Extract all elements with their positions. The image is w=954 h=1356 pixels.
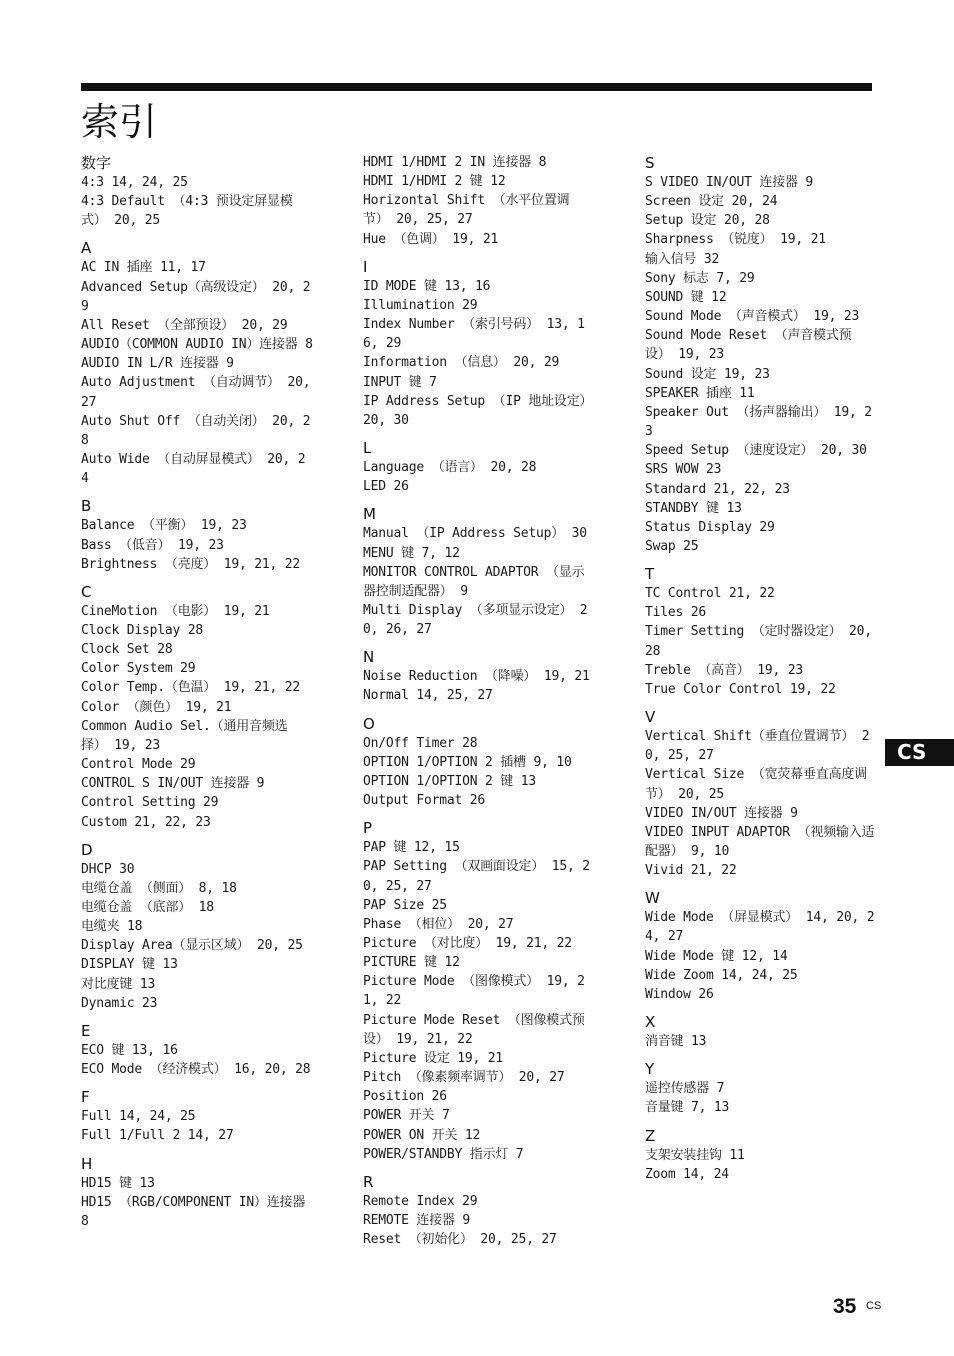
index-section xyxy=(81,1087,313,1145)
index-entry: Picture 设定 19, 21 xyxy=(363,1050,503,1066)
index-entry: MENU 键 7, 12 xyxy=(363,545,460,561)
index-entry: Vertical Size （宽荧幕垂直高度调节） 20, 25 xyxy=(645,767,867,802)
index-section xyxy=(81,153,313,230)
index-section xyxy=(645,1126,877,1184)
index-entry: PICTURE 键 12 xyxy=(363,955,460,971)
index-entry: 对比度键 13 xyxy=(81,976,156,992)
index-entry: Output Format 26 xyxy=(363,793,486,809)
section-heading: M xyxy=(363,505,376,524)
index-section xyxy=(81,1154,313,1231)
index-entry: IP Address Setup （IP 地址设定） 20, 30 xyxy=(363,393,593,428)
section-heading: I xyxy=(363,257,368,276)
index-entry: Speaker Out （扬声器输出） 19, 23 xyxy=(645,404,872,440)
index-entry: Manual （IP Address Setup） 30 xyxy=(363,526,587,542)
index-entry: Remote Index 29 xyxy=(363,1193,478,1209)
index-entry: Dynamic 23 xyxy=(81,995,158,1011)
index-entry: Sound Mode Reset （声音模式预设） 19, 23 xyxy=(645,328,852,363)
index-entry: Control Setting 29 xyxy=(81,795,219,811)
index-entry: Common Audio Sel.（通用音频选择） 19, 23 xyxy=(81,718,288,753)
index-entry: Auto Shut Off （自动关闭） 20, 28 xyxy=(81,413,311,448)
section-heading: E xyxy=(81,1021,91,1040)
index-entry: 消音键 13 xyxy=(645,1034,707,1050)
index-entry: Clock Set 28 xyxy=(81,642,173,658)
index-entry: Reset （初始化） 20, 25, 27 xyxy=(363,1232,557,1248)
index-entry: Bass （低音） 19, 23 xyxy=(81,537,224,553)
index-entry: Sony 标志 7, 29 xyxy=(645,270,755,286)
index-entry: Picture Mode Reset （图像模式预设） 19, 21, 22 xyxy=(363,1012,585,1047)
index-entry: Wide Mode （屏显模式） 14, 20, 24, 27 xyxy=(645,910,875,945)
index-section xyxy=(81,496,313,573)
page-number-suffix: CS xyxy=(866,1300,882,1312)
index-entry: Balance （平衡） 19, 23 xyxy=(81,518,247,534)
index-entry: DHCP 30 xyxy=(81,861,135,877)
section-heading: H xyxy=(81,1154,93,1173)
index-entry: Position 26 xyxy=(363,1089,447,1105)
index-entry: Control Mode 29 xyxy=(81,757,196,773)
index-section xyxy=(363,714,595,811)
index-entry: 电缆仓盖 （底部） 18 xyxy=(81,900,214,915)
index-entry: VIDEO INPUT ADAPTOR （视频输入适配器） 9, 10 xyxy=(645,824,875,859)
index-entry: Full 1/Full 2 14, 27 xyxy=(81,1128,234,1144)
index-entry: Picture （对比度） 19, 21, 22 xyxy=(363,936,572,951)
index-section xyxy=(81,840,313,1013)
page-number: 35 xyxy=(833,1295,857,1318)
index-column-3 xyxy=(645,153,877,1186)
index-entry: 输入信号 32 xyxy=(645,251,720,267)
index-section xyxy=(645,564,877,699)
index-section xyxy=(363,647,595,705)
index-section xyxy=(363,438,595,496)
index-entry: 4:3 14, 24, 25 xyxy=(81,175,188,190)
index-entry: AUDIO IN L/R 连接器 9 xyxy=(81,356,234,372)
index-entry: Multi Display （多项显示设定） 20, 26, 27 xyxy=(363,602,588,638)
index-entry: DISPLAY 键 13 xyxy=(81,957,178,973)
index-entry: HD15 键 13 xyxy=(81,1175,155,1191)
index-entry: 遥控传感器 7 xyxy=(645,1081,725,1097)
index-entry: Index Number （索引号码） 13, 16, 29 xyxy=(363,317,585,352)
index-entry: Timer Setting （定时器设定） 20, 28 xyxy=(645,624,872,659)
index-entry: Vivid 21, 22 xyxy=(645,863,737,879)
index-entry: POWER/STANDBY 指示灯 7 xyxy=(363,1146,524,1162)
index-entry: Picture Mode （图像模式） 19, 21, 22 xyxy=(363,974,585,1009)
index-entry: Information （信息） 20, 29 xyxy=(363,355,560,371)
index-entry: Swap 25 xyxy=(645,538,699,554)
index-entry: PAP Size 25 xyxy=(363,897,447,913)
index-entry: Status Display 29 xyxy=(645,519,775,535)
index-section xyxy=(81,1021,313,1079)
index-section xyxy=(645,707,877,880)
index-entry: Window 26 xyxy=(645,986,714,1002)
index-section xyxy=(363,257,595,430)
index-entry: REMOTE 连接器 9 xyxy=(363,1213,471,1229)
section-heading: S xyxy=(645,154,655,172)
index-entry: Treble （高音） 19, 23 xyxy=(645,662,803,678)
top-rule xyxy=(81,83,872,91)
index-entry: Display Area（显示区域） 20, 25 xyxy=(81,938,303,954)
index-section xyxy=(363,153,595,249)
index-entry: 音量键 7, 13 xyxy=(645,1100,730,1116)
index-entry: Horizontal Shift （水平位置调节） 20, 25, 27 xyxy=(363,193,570,228)
index-entry: Full 14, 24, 25 xyxy=(81,1109,196,1125)
section-heading: F xyxy=(81,1088,90,1107)
index-entry: Sharpness （锐度） 19, 21 xyxy=(645,232,826,248)
index-entry: Zoom 14, 24 xyxy=(645,1166,729,1182)
index-entry: 4:3 Default （4:3 预设定屏显模式） 20, 25 xyxy=(81,194,293,229)
index-entry: Vertical Shift（垂直位置调节） 20, 25, 27 xyxy=(645,729,870,764)
section-heading: B xyxy=(81,497,92,516)
section-heading: C xyxy=(81,582,92,601)
section-heading: A xyxy=(81,239,92,258)
index-entry: SRS WOW 23 xyxy=(645,462,722,478)
index-entry: Hue （色调） 19, 21 xyxy=(363,231,499,247)
section-heading: L xyxy=(363,439,372,458)
index-entry: ID MODE 键 13, 16 xyxy=(363,278,491,294)
index-entry: LED 26 xyxy=(363,479,409,495)
index-entry: S VIDEO IN/OUT 连接器 9 xyxy=(645,175,814,190)
section-heading: T xyxy=(645,565,655,584)
section-heading: R xyxy=(363,1172,374,1191)
index-entry: PAP 键 12, 15 xyxy=(363,840,460,856)
index-entry: Wide Zoom 14, 24, 25 xyxy=(645,967,798,983)
index-entry: Color Temp.（色温） 19, 21, 22 xyxy=(81,680,300,696)
index-entry: Screen 设定 20, 24 xyxy=(645,194,778,210)
section-heading: V xyxy=(645,708,656,727)
index-entry: CONTROL S IN/OUT 连接器 9 xyxy=(81,776,265,792)
index-column-2 xyxy=(363,153,595,1251)
index-entry: Clock Display 28 xyxy=(81,622,204,638)
index-entry: Setup 设定 20, 28 xyxy=(645,213,770,229)
index-entry: HDMI 1/HDMI 2 IN 连接器 8 xyxy=(363,155,547,170)
index-entry: POWER 开关 7 xyxy=(363,1108,450,1124)
index-entry: Sound Mode （声音模式） 19, 23 xyxy=(645,309,860,325)
index-entry: Normal 14, 25, 27 xyxy=(363,688,493,704)
section-heading: D xyxy=(81,840,93,859)
index-entry: ECO Mode （经济模式） 16, 20, 28 xyxy=(81,1062,311,1078)
index-entry: Speed Setup （速度设定） 20, 30 xyxy=(645,443,867,459)
section-heading: Y xyxy=(645,1060,655,1079)
index-entry: 电缆夹 18 xyxy=(81,919,143,935)
index-section xyxy=(645,1012,877,1051)
index-entry: 支架安装挂钩 11 xyxy=(645,1147,745,1163)
index-entry: 电缆仓盖 （侧面） 8, 18 xyxy=(81,880,237,896)
index-entry: Language （语言） 20, 28 xyxy=(363,460,537,476)
index-section xyxy=(363,1172,595,1249)
index-section xyxy=(645,153,877,556)
section-heading: O xyxy=(363,714,375,733)
index-entry: Phase （相位） 20, 27 xyxy=(363,916,514,932)
index-entry: Color （颜色） 19, 21 xyxy=(81,699,232,715)
index-entry: TC Control 21, 22 xyxy=(645,586,775,602)
index-entry: Tiles 26 xyxy=(645,605,707,621)
index-entry: HDMI 1/HDMI 2 键 12 xyxy=(363,174,506,190)
index-entry: INPUT 键 7 xyxy=(363,374,437,390)
index-entry: SOUND 键 12 xyxy=(645,289,727,305)
index-entry: HD15 （RGB/COMPONENT IN）连接器 8 xyxy=(81,1194,306,1229)
index-entry: OPTION 1/OPTION 2 插槽 9, 10 xyxy=(363,754,572,770)
index-entry: Auto Wide （自动屏显模式） 20, 24 xyxy=(81,452,306,487)
index-section xyxy=(363,818,595,1164)
index-entry: Color System 29 xyxy=(81,661,196,677)
index-entry: OPTION 1/OPTION 2 键 13 xyxy=(363,773,536,789)
index-entry: POWER ON 开关 12 xyxy=(363,1127,481,1143)
index-entry: Pitch （像素频率调节） 20, 27 xyxy=(363,1070,565,1086)
index-section xyxy=(645,1059,877,1117)
index-entry: PAP Setting （双画面设定） 15, 20, 25, 27 xyxy=(363,859,590,894)
section-heading: N xyxy=(363,648,375,667)
index-section xyxy=(645,888,877,1004)
index-entry: Auto Adjustment （自动调节） 20, 27 xyxy=(81,375,311,410)
index-entry: AUDIO（COMMON AUDIO IN）连接器 8 xyxy=(81,337,313,353)
section-heading: P xyxy=(363,819,373,838)
index-entry: On/Off Timer 28 xyxy=(363,735,478,751)
section-heading: W xyxy=(645,889,660,908)
section-heading: Z xyxy=(645,1126,656,1145)
index-entry: Sound 设定 19, 23 xyxy=(645,366,770,382)
index-entry: Custom 21, 22, 23 xyxy=(81,814,211,830)
index-entry: Illumination 29 xyxy=(363,297,478,313)
index-entry: Noise Reduction （降噪） 19, 21 xyxy=(363,669,590,685)
index-entry: Wide Mode 键 12, 14 xyxy=(645,948,788,964)
index-column-1 xyxy=(81,153,313,1233)
index-section xyxy=(81,238,313,488)
section-heading: 数字 xyxy=(81,154,112,172)
index-entry: All Reset （全部预设） 20, 29 xyxy=(81,317,288,333)
index-entry: Advanced Setup（高级设定） 20, 29 xyxy=(81,279,311,314)
index-entry: True Color Control 19, 22 xyxy=(645,681,836,697)
index-entry: VIDEO IN/OUT 连接器 9 xyxy=(645,805,798,821)
index-section xyxy=(363,504,595,639)
index-section xyxy=(81,582,313,832)
language-tab: CS xyxy=(885,739,954,766)
index-entry: ECO 键 13, 16 xyxy=(81,1042,178,1058)
index-entry: STANDBY 键 13 xyxy=(645,500,742,516)
index-entry: SPEAKER 插座 11 xyxy=(645,385,755,401)
index-entry: Brightness （亮度） 19, 21, 22 xyxy=(81,556,300,572)
section-heading: X xyxy=(645,1013,656,1032)
index-entry: Standard 21, 22, 23 xyxy=(645,481,790,497)
index-entry: AC IN 插座 11, 17 xyxy=(81,260,206,276)
page-title: 索引 xyxy=(81,100,158,144)
index-entry: CineMotion （电影） 19, 21 xyxy=(81,603,270,619)
index-entry: MONITOR CONTROL ADAPTOR （显示器控制适配器） 9 xyxy=(363,564,585,599)
